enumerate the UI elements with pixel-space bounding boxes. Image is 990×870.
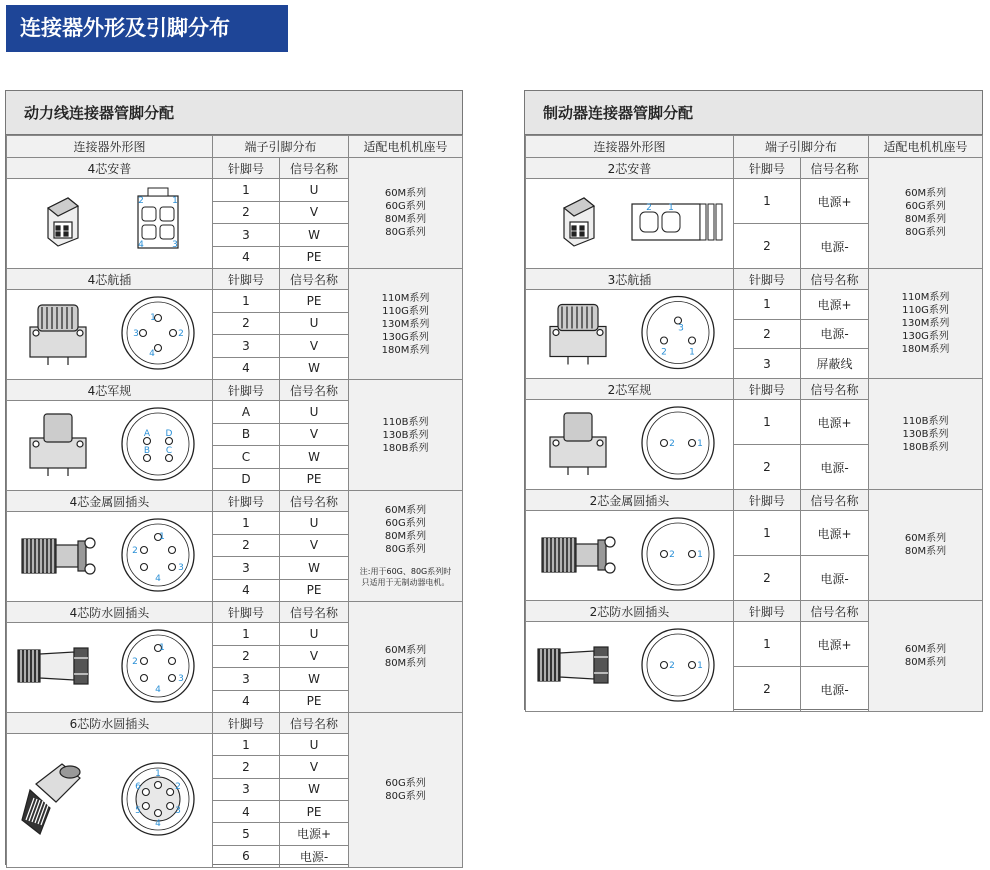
signal-name: V <box>280 423 349 446</box>
connector-group-header <box>526 158 983 179</box>
motor-models-cell <box>349 269 463 380</box>
pin-label: D <box>165 429 172 439</box>
connector-figure-cell <box>526 511 734 601</box>
signal-name: PE <box>280 690 349 713</box>
pin-number: 2 <box>213 534 280 557</box>
pins-column-header: 端子引脚分布 <box>734 136 869 158</box>
signal-header: 信号名称 <box>801 490 869 511</box>
pin-number: 2 <box>734 445 801 490</box>
signal-name: 电源+ <box>801 179 869 224</box>
signal-name: PE <box>280 246 349 269</box>
pin-no-header: 针脚号 <box>213 602 280 623</box>
pin-label: 3 <box>177 563 184 573</box>
table-header-row <box>526 136 983 158</box>
connector-name: 2芯防水圆插头 <box>526 601 734 622</box>
pin-label: 2 <box>660 347 667 358</box>
pin-label: 2 <box>137 196 144 206</box>
connector-group-header <box>526 269 983 290</box>
pin-label: 4 <box>148 349 155 359</box>
signal-header: 信号名称 <box>280 158 349 179</box>
connector-figure-cell <box>526 622 734 712</box>
motor-models: 60M系列 80M系列 <box>904 533 947 557</box>
connector-figure <box>528 179 732 265</box>
motor-models: 60M系列 80M系列 <box>904 644 947 668</box>
connector-figure <box>8 512 212 598</box>
connector-name: 4芯安普 <box>7 158 213 179</box>
pin-label: 4 <box>154 574 161 584</box>
connector-name: 4芯金属圆插头 <box>7 491 213 512</box>
connector-side-view-icon <box>18 648 88 684</box>
connector-side-view-icon <box>30 414 86 476</box>
connector-figure <box>8 401 212 487</box>
pin-number: 2 <box>734 556 801 601</box>
motor-models: 110B系列 130B系列 180B系列 <box>382 416 429 454</box>
connector-figure-cell <box>526 400 734 490</box>
signal-name: 电源- <box>801 319 869 349</box>
pin-label: 1 <box>158 532 165 542</box>
signal-name: PE <box>280 290 349 313</box>
pin-number: 3 <box>213 335 280 358</box>
pin-number: B <box>213 423 280 446</box>
pin-number: 1 <box>734 622 801 667</box>
connector-figure <box>528 400 732 486</box>
models-column-header: 适配电机机座号 <box>349 136 463 158</box>
signal-name: 电源- <box>280 845 349 867</box>
pin-number: 4 <box>213 246 280 269</box>
pin-label: 2 <box>131 657 138 667</box>
signal-name: V <box>280 335 349 358</box>
signal-name: V <box>280 756 349 778</box>
pin-label: 1 <box>696 661 703 671</box>
models-column-header: 适配电机机座号 <box>869 136 983 158</box>
connector-group-header <box>7 269 463 290</box>
connector-group-header <box>7 491 463 512</box>
motor-models-cell <box>349 602 463 713</box>
pin-number: 2 <box>734 667 801 712</box>
signal-name: 电源- <box>801 445 869 490</box>
pin-label: 6 <box>134 782 141 792</box>
pin-label: 3 <box>132 329 139 339</box>
connector-figure <box>8 623 212 709</box>
motor-models-cell <box>349 380 463 491</box>
signal-name: V <box>280 201 349 224</box>
pin-number: 4 <box>213 690 280 713</box>
pin-label: B <box>143 446 150 456</box>
pin-label: 1 <box>171 196 178 206</box>
pin-number: D <box>213 468 280 491</box>
pin-number: 3 <box>213 224 280 247</box>
pin-number: 2 <box>213 201 280 224</box>
pin-label: 3 <box>177 674 184 684</box>
connector-figure-cell <box>7 512 213 602</box>
signal-name: 电源- <box>801 667 869 712</box>
connector-side-view-icon <box>550 413 606 475</box>
motor-models: 60M系列 60G系列 80M系列 80G系列 <box>904 188 947 238</box>
connector-side-view-icon <box>542 537 615 573</box>
pin-number: 3 <box>734 349 801 379</box>
pin-number: 1 <box>213 623 280 646</box>
table-header-row <box>7 136 463 158</box>
pin-label: 1 <box>149 313 156 323</box>
pin-label: 1 <box>696 439 703 449</box>
signal-name: 电源- <box>801 224 869 269</box>
pin-no-header: 针脚号 <box>213 158 280 179</box>
signal-name: 电源+ <box>801 290 869 320</box>
motor-models: 110M系列 110G系列 130M系列 130G系列 180M系列 <box>901 292 950 355</box>
pin-label: 4 <box>154 685 161 695</box>
signal-name: W <box>280 357 349 380</box>
connector-name: 4芯防水圆插头 <box>7 602 213 623</box>
signal-header: 信号名称 <box>280 269 349 290</box>
signal-header: 信号名称 <box>801 269 869 290</box>
connector-face-view-icon <box>642 629 714 701</box>
pin-label: 2 <box>131 546 138 556</box>
signal-name: U <box>280 734 349 756</box>
pin-number: 1 <box>734 400 801 445</box>
pin-label: 5 <box>134 806 141 816</box>
signal-header: 信号名称 <box>280 602 349 623</box>
connector-side-view-icon <box>22 538 95 574</box>
pin-number: 6 <box>213 845 280 867</box>
motor-models: 60M系列 60G系列 80M系列 80G系列 <box>384 505 427 555</box>
signal-header: 信号名称 <box>801 158 869 179</box>
pins-column-header: 端子引脚分布 <box>213 136 349 158</box>
pin-number: 4 <box>213 579 280 602</box>
pin-number: 1 <box>213 290 280 313</box>
connector-figure <box>8 734 212 864</box>
signal-name: W <box>280 557 349 580</box>
pin-label: 2 <box>177 329 184 339</box>
pin-number: 2 <box>213 312 280 335</box>
pin-number: 1 <box>213 179 280 202</box>
connector-figure-cell <box>7 401 213 491</box>
connector-side-view-icon <box>48 198 78 246</box>
brake-pin-table <box>525 135 983 712</box>
connector-side-view-icon <box>22 764 80 834</box>
motor-models-cell <box>869 379 983 490</box>
motor-models: 60M系列 80M系列 <box>384 645 427 669</box>
pin-no-header: 针脚号 <box>213 380 280 401</box>
connector-face-view-icon <box>122 408 194 480</box>
signal-header: 信号名称 <box>801 601 869 622</box>
signal-name: 电源+ <box>801 400 869 445</box>
connector-figure <box>8 179 212 265</box>
pin-number: 4 <box>213 357 280 380</box>
pin-label: 3 <box>171 240 178 250</box>
connector-group-header <box>526 490 983 511</box>
pin-label: 2 <box>668 439 675 449</box>
pin-no-header: 针脚号 <box>213 269 280 290</box>
connector-figure-cell <box>526 290 734 379</box>
pin-label: 1 <box>688 347 695 358</box>
motor-models: 110M系列 110G系列 130M系列 130G系列 180M系列 <box>381 292 430 356</box>
connector-name: 4芯航插 <box>7 269 213 290</box>
pin-label: C <box>165 446 172 456</box>
signal-name: PE <box>280 579 349 602</box>
pin-label: 1 <box>696 550 703 560</box>
brake-panel-title: 制动器连接器管脚分配 <box>525 91 982 135</box>
signal-header: 信号名称 <box>801 379 869 400</box>
connector-figure-cell <box>7 734 213 868</box>
connector-name: 4芯军规 <box>7 380 213 401</box>
pin-label: 2 <box>668 661 675 671</box>
pin-number: 1 <box>734 290 801 320</box>
signal-name: PE <box>280 800 349 822</box>
pin-number: 2 <box>213 645 280 668</box>
signal-name: U <box>280 312 349 335</box>
pin-label: 2 <box>174 782 181 792</box>
motor-models: 110B系列 130B系列 180B系列 <box>902 415 949 453</box>
connector-figure-cell <box>526 179 734 269</box>
motor-models: 60G系列 80G系列 <box>385 778 426 802</box>
pin-number: 2 <box>734 319 801 349</box>
connector-side-view-icon <box>564 198 594 246</box>
power-connector-panel <box>5 90 463 865</box>
pin-number: 1 <box>213 734 280 756</box>
pin-number: 1 <box>213 512 280 535</box>
signal-name: W <box>280 446 349 469</box>
connector-figure <box>528 622 732 708</box>
page-title: 连接器外形及引脚分布 <box>6 5 288 52</box>
connector-group-header <box>526 601 983 622</box>
pin-no-header: 针脚号 <box>734 158 801 179</box>
power-pin-table <box>6 135 463 868</box>
pin-label: A <box>143 429 150 439</box>
signal-name: PE <box>280 468 349 491</box>
signal-name: W <box>280 668 349 691</box>
pin-label: 3 <box>677 323 684 334</box>
motor-models-cell <box>869 601 983 712</box>
pin-number: 4 <box>213 800 280 822</box>
connector-figure-cell <box>7 290 213 380</box>
pin-label: 1 <box>667 203 674 213</box>
signal-name: U <box>280 512 349 535</box>
power-panel-title: 动力线连接器管脚分配 <box>6 91 462 135</box>
signal-name: V <box>280 534 349 557</box>
connector-name: 6芯防水圆插头 <box>7 713 213 734</box>
signal-header: 信号名称 <box>280 713 349 734</box>
motor-models-cell <box>869 490 983 601</box>
pin-label: 4 <box>154 819 161 829</box>
connector-figure <box>8 290 212 376</box>
connector-figure-cell <box>7 623 213 713</box>
signal-name: V <box>280 645 349 668</box>
pin-number: 3 <box>213 557 280 580</box>
pin-number: 3 <box>213 668 280 691</box>
signal-header: 信号名称 <box>280 380 349 401</box>
connector-figure-cell <box>7 179 213 269</box>
connector-group-header <box>526 379 983 400</box>
pin-no-header: 针脚号 <box>734 379 801 400</box>
signal-name: 电源+ <box>280 823 349 845</box>
pin-no-header: 针脚号 <box>734 601 801 622</box>
pin-number: 1 <box>734 179 801 224</box>
pin-no-header: 针脚号 <box>734 269 801 290</box>
pin-no-header: 针脚号 <box>213 713 280 734</box>
motor-models-cell <box>869 269 983 379</box>
pin-number: 5 <box>213 823 280 845</box>
connector-side-view-icon <box>30 305 86 365</box>
pin-no-header: 针脚号 <box>734 490 801 511</box>
connector-name: 3芯航插 <box>526 269 734 290</box>
figure-column-header: 连接器外形图 <box>526 136 734 158</box>
motor-models-cell <box>869 158 983 269</box>
pin-label: 1 <box>158 643 165 653</box>
motor-models: 60M系列 60G系列 80M系列 80G系列 <box>384 188 427 238</box>
pin-number: 2 <box>734 224 801 269</box>
connector-name: 2芯军规 <box>526 379 734 400</box>
connector-face-view-icon <box>642 518 714 590</box>
pin-number: 1 <box>734 511 801 556</box>
connector-figure <box>528 290 732 375</box>
signal-name: 电源- <box>801 556 869 601</box>
brake-connector-panel <box>524 90 983 710</box>
signal-name: 电源+ <box>801 511 869 556</box>
signal-name: 电源+ <box>801 622 869 667</box>
pin-no-header: 针脚号 <box>213 491 280 512</box>
connector-name: 2芯安普 <box>526 158 734 179</box>
connector-group-header <box>7 713 463 734</box>
pin-label: 3 <box>174 806 181 816</box>
pin-label: 2 <box>645 203 652 213</box>
motor-models-cell <box>349 158 463 269</box>
connector-face-view-icon <box>642 407 714 479</box>
signal-name: U <box>280 623 349 646</box>
pin-number: A <box>213 401 280 424</box>
connector-group-header <box>7 380 463 401</box>
signal-name: W <box>280 778 349 800</box>
pin-label: 2 <box>668 550 675 560</box>
signal-name: W <box>280 224 349 247</box>
connector-group-header <box>7 158 463 179</box>
connector-figure <box>528 511 732 597</box>
pin-label: 1 <box>154 769 161 779</box>
usage-note: 注:用于60G、80G系列时 只适用于无制动器电机。 <box>359 567 452 587</box>
pin-label: 4 <box>137 240 144 250</box>
connector-side-view-icon <box>538 647 608 683</box>
pin-number: 2 <box>213 756 280 778</box>
motor-models-cell <box>349 713 463 868</box>
signal-header: 信号名称 <box>280 491 349 512</box>
figure-column-header: 连接器外形图 <box>7 136 213 158</box>
connector-name: 2芯金属圆插头 <box>526 490 734 511</box>
connector-side-view-icon <box>550 305 606 365</box>
signal-name: U <box>280 179 349 202</box>
connector-group-header <box>7 602 463 623</box>
motor-models-cell <box>349 491 463 602</box>
pin-number: C <box>213 446 280 469</box>
pin-number: 3 <box>213 778 280 800</box>
signal-name: 屏蔽线 <box>801 349 869 379</box>
signal-name: U <box>280 401 349 424</box>
